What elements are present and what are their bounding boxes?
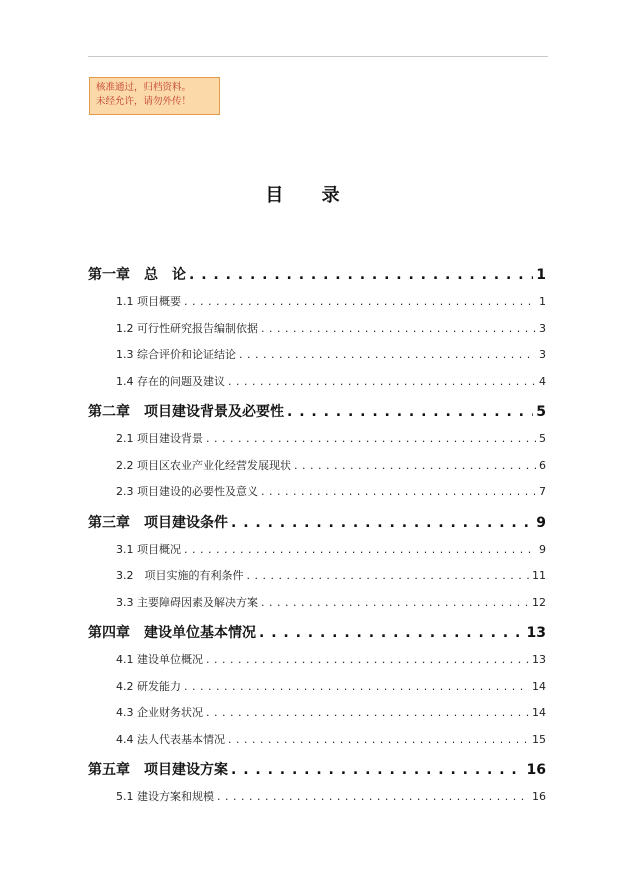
confidential-stamp bbox=[89, 77, 220, 115]
dot-leader bbox=[294, 453, 536, 480]
table-of-contents bbox=[88, 258, 546, 811]
dot-leader bbox=[184, 674, 529, 701]
toc-page-number: 13 bbox=[532, 653, 546, 666]
dot-leader bbox=[247, 563, 530, 590]
toc-section-3-2[interactable] bbox=[88, 563, 546, 590]
toc-section-2-3[interactable] bbox=[88, 479, 546, 506]
toc-page-number: 4 bbox=[539, 374, 546, 388]
dot-leader bbox=[261, 316, 536, 343]
toc-page-number: 9 bbox=[536, 514, 546, 531]
toc-page-number: 1 bbox=[539, 295, 546, 308]
toc-page-number: 13 bbox=[526, 625, 546, 641]
toc-page-number: 7 bbox=[539, 485, 546, 498]
dot-leader bbox=[228, 369, 536, 396]
toc-page-number: 14 bbox=[532, 679, 546, 693]
toc-entry-label: 2.3 项目建设的必要性及意义 bbox=[116, 485, 258, 498]
toc-page-number: 6 bbox=[539, 458, 546, 472]
toc-section-4-3[interactable] bbox=[88, 700, 546, 727]
dot-leader bbox=[206, 647, 529, 674]
toc-entry-label: 第一章 总 论 bbox=[88, 267, 186, 283]
dot-leader bbox=[206, 426, 536, 453]
toc-page-number: 5 bbox=[536, 404, 546, 420]
stamp-line-1: 核准通过，归档资料。 bbox=[96, 82, 192, 93]
toc-entry-label: 1.4 存在的问题及建议 bbox=[116, 374, 225, 388]
toc-page-number: 14 bbox=[532, 706, 546, 719]
toc-chapter-4[interactable] bbox=[88, 619, 546, 647]
toc-entry-label: 5.1 建设方案和规模 bbox=[116, 790, 214, 803]
toc-section-4-1[interactable] bbox=[88, 647, 546, 674]
toc-entry-label: 3.3 主要障碍因素及解决方案 bbox=[116, 595, 258, 609]
toc-entry-label: 4.2 研发能力 bbox=[116, 679, 181, 693]
toc-page-number: 11 bbox=[532, 569, 546, 582]
toc-section-4-2[interactable] bbox=[88, 674, 546, 701]
toc-entry-label: 4.4 法人代表基本情况 bbox=[116, 732, 225, 746]
toc-page-number: 15 bbox=[532, 732, 546, 746]
toc-entry-label: 3.2 项目实施的有利条件 bbox=[116, 569, 244, 582]
toc-page-number: 16 bbox=[532, 790, 546, 803]
stamp-line-2: 未经允许，请勿外传！ bbox=[96, 96, 192, 107]
dot-leader bbox=[184, 537, 536, 564]
toc-entry-label: 4.3 企业财务状况 bbox=[116, 706, 203, 719]
toc-chapter-3[interactable] bbox=[88, 509, 546, 537]
dot-leader bbox=[231, 509, 533, 537]
toc-section-2-1[interactable] bbox=[88, 426, 546, 453]
header-rule bbox=[88, 56, 548, 57]
toc-section-4-4[interactable] bbox=[88, 727, 546, 754]
toc-section-1-3[interactable] bbox=[88, 342, 546, 369]
toc-entry-label: 1.3 综合评价和论证结论 bbox=[116, 348, 236, 361]
toc-page-number: 12 bbox=[532, 595, 546, 609]
dot-leader bbox=[228, 727, 529, 754]
toc-entry-label: 2.2 项目区农业产业化经营发展现状 bbox=[116, 458, 291, 472]
dot-leader bbox=[189, 261, 533, 289]
dot-leader bbox=[261, 479, 536, 506]
toc-chapter-1[interactable] bbox=[88, 261, 546, 289]
toc-section-2-2[interactable] bbox=[88, 453, 546, 480]
dot-leader bbox=[217, 784, 529, 811]
toc-entry-label: 2.1 项目建设背景 bbox=[116, 432, 203, 445]
toc-page-number: 9 bbox=[539, 542, 546, 556]
toc-section-1-4[interactable] bbox=[88, 369, 546, 396]
toc-page-number: 3 bbox=[539, 348, 546, 361]
toc-entry-label: 4.1 建设单位概况 bbox=[116, 653, 203, 666]
toc-entry-label: 第二章 项目建设背景及必要性 bbox=[88, 404, 284, 420]
toc-title: 目 录 bbox=[265, 185, 356, 206]
dot-leader bbox=[287, 398, 533, 426]
toc-page-number: 5 bbox=[539, 432, 546, 445]
toc-page-number: 16 bbox=[526, 762, 546, 778]
dot-leader bbox=[184, 289, 536, 316]
dot-leader bbox=[206, 700, 529, 727]
toc-entry-label: 第三章 项目建设条件 bbox=[88, 514, 228, 531]
dot-leader bbox=[239, 342, 536, 369]
toc-section-3-1[interactable] bbox=[88, 537, 546, 564]
toc-entry-label: 1.2 可行性研究报告编制依据 bbox=[116, 321, 258, 335]
toc-entry-label: 1.1 项目概要 bbox=[116, 295, 181, 308]
toc-section-1-2[interactable] bbox=[88, 316, 546, 343]
toc-page-number: 3 bbox=[539, 321, 546, 335]
toc-section-3-3[interactable] bbox=[88, 590, 546, 617]
toc-section-1-1[interactable] bbox=[88, 289, 546, 316]
toc-page-number: 1 bbox=[536, 267, 546, 283]
dot-leader bbox=[259, 619, 524, 647]
toc-chapter-5[interactable] bbox=[88, 756, 546, 784]
toc-section-5-1[interactable] bbox=[88, 784, 546, 811]
dot-leader bbox=[261, 590, 529, 617]
toc-entry-label: 第四章 建设单位基本情况 bbox=[88, 625, 256, 641]
toc-chapter-2[interactable] bbox=[88, 398, 546, 426]
dot-leader bbox=[231, 756, 524, 784]
toc-entry-label: 3.1 项目概况 bbox=[116, 542, 181, 556]
toc-entry-label: 第五章 项目建设方案 bbox=[88, 762, 228, 778]
